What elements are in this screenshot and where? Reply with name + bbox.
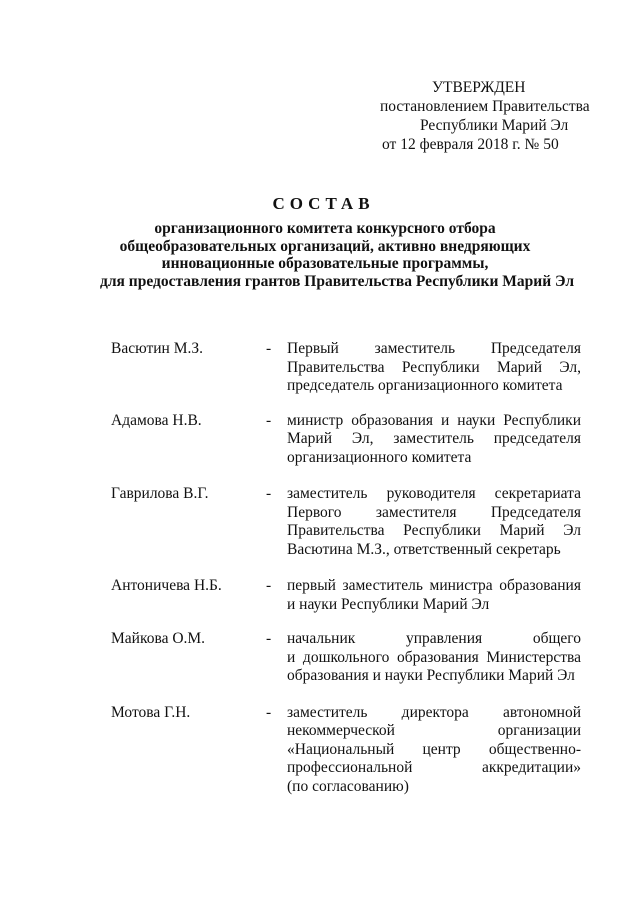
member-role-line: заместитель директора автономной xyxy=(287,703,581,721)
approval-region: Республики Марий Эл xyxy=(420,117,569,134)
member-role-line: Первого заместителя Председателя xyxy=(287,503,581,521)
member-role-line: некоммерческой организации xyxy=(287,722,581,739)
document-title: СОСТАВ xyxy=(272,194,375,213)
member-role-line: Правительства Республики Марий Эл, xyxy=(287,358,581,376)
member-role-line: Васютина М.З., ответственный секретарь xyxy=(287,540,561,558)
member-entry xyxy=(111,412,585,468)
document-subtitle xyxy=(100,220,575,290)
member-role-line: и дошкольного образования Министерства xyxy=(287,648,581,666)
member-role-line: и науки Республики Марий Эл xyxy=(287,595,490,613)
member-name: Мотова Г.Н. xyxy=(111,703,191,721)
member-name: Антоничева Н.Б. xyxy=(111,577,222,594)
member-role xyxy=(287,577,581,614)
member-role-line: Первый заместитель Председателя xyxy=(287,340,581,357)
member-entry xyxy=(111,340,585,396)
member-role-line: Марий Эл, заместитель председателя xyxy=(287,430,581,447)
subtitle-line: организационного комитета конкурсного отбора xyxy=(154,220,496,237)
approval-heading: УТВЕРЖДЕН xyxy=(432,79,526,96)
member-role-line: начальник управления общего xyxy=(287,630,581,647)
member-role-line: образования и науки Республики Марий Эл xyxy=(287,667,575,684)
approval-authority: постановлением Правительства xyxy=(380,98,590,115)
member-role xyxy=(287,630,581,686)
member-dash: - xyxy=(266,340,272,357)
member-dash: - xyxy=(266,485,272,502)
member-dash: - xyxy=(266,577,272,594)
member-name: Гаврилова В.Г. xyxy=(111,485,209,502)
member-role xyxy=(287,412,581,468)
member-role-line: председатель организационного комитета xyxy=(287,377,563,394)
subtitle-line: общеобразовательных организаций, активно внедряющих xyxy=(119,237,531,255)
member-role xyxy=(287,485,581,559)
member-role-line: Правительства Республики Марий Эл xyxy=(287,522,581,539)
member-name: Васютин М.З. xyxy=(111,340,204,357)
member-entry xyxy=(111,485,585,559)
subtitle-line: для предоставления грантов Правительства Республики Марий Эл xyxy=(100,272,575,290)
member-dash: - xyxy=(266,411,272,429)
member-role xyxy=(287,704,581,797)
member-role-line: профессиональной аккредитации» xyxy=(287,759,581,776)
members-list xyxy=(111,340,585,796)
subtitle-line: инновационные образовательные программы, xyxy=(161,255,489,272)
member-dash: - xyxy=(266,630,272,647)
member-dash: - xyxy=(266,703,272,721)
approval-stamp xyxy=(368,78,590,154)
member-role-line: заместитель руководителя секретариата xyxy=(287,485,581,502)
member-name: Майкова О.М. xyxy=(111,630,206,647)
member-role-line: первый заместитель министра образования xyxy=(287,577,581,594)
member-role xyxy=(287,340,581,396)
member-role-line: министр образования и науки Республики xyxy=(287,411,581,429)
member-name: Адамова Н.В. xyxy=(111,411,202,429)
member-entry xyxy=(111,630,585,686)
member-role-line: организационного комитета xyxy=(287,448,472,466)
member-role-line: «Национальный центр общественно- xyxy=(287,740,581,758)
approval-date-number: от 12 февраля 2018 г. № 50 xyxy=(382,136,559,153)
member-entry xyxy=(111,577,585,614)
member-entry xyxy=(111,704,585,797)
member-role-line: (по согласованию) xyxy=(287,777,409,795)
